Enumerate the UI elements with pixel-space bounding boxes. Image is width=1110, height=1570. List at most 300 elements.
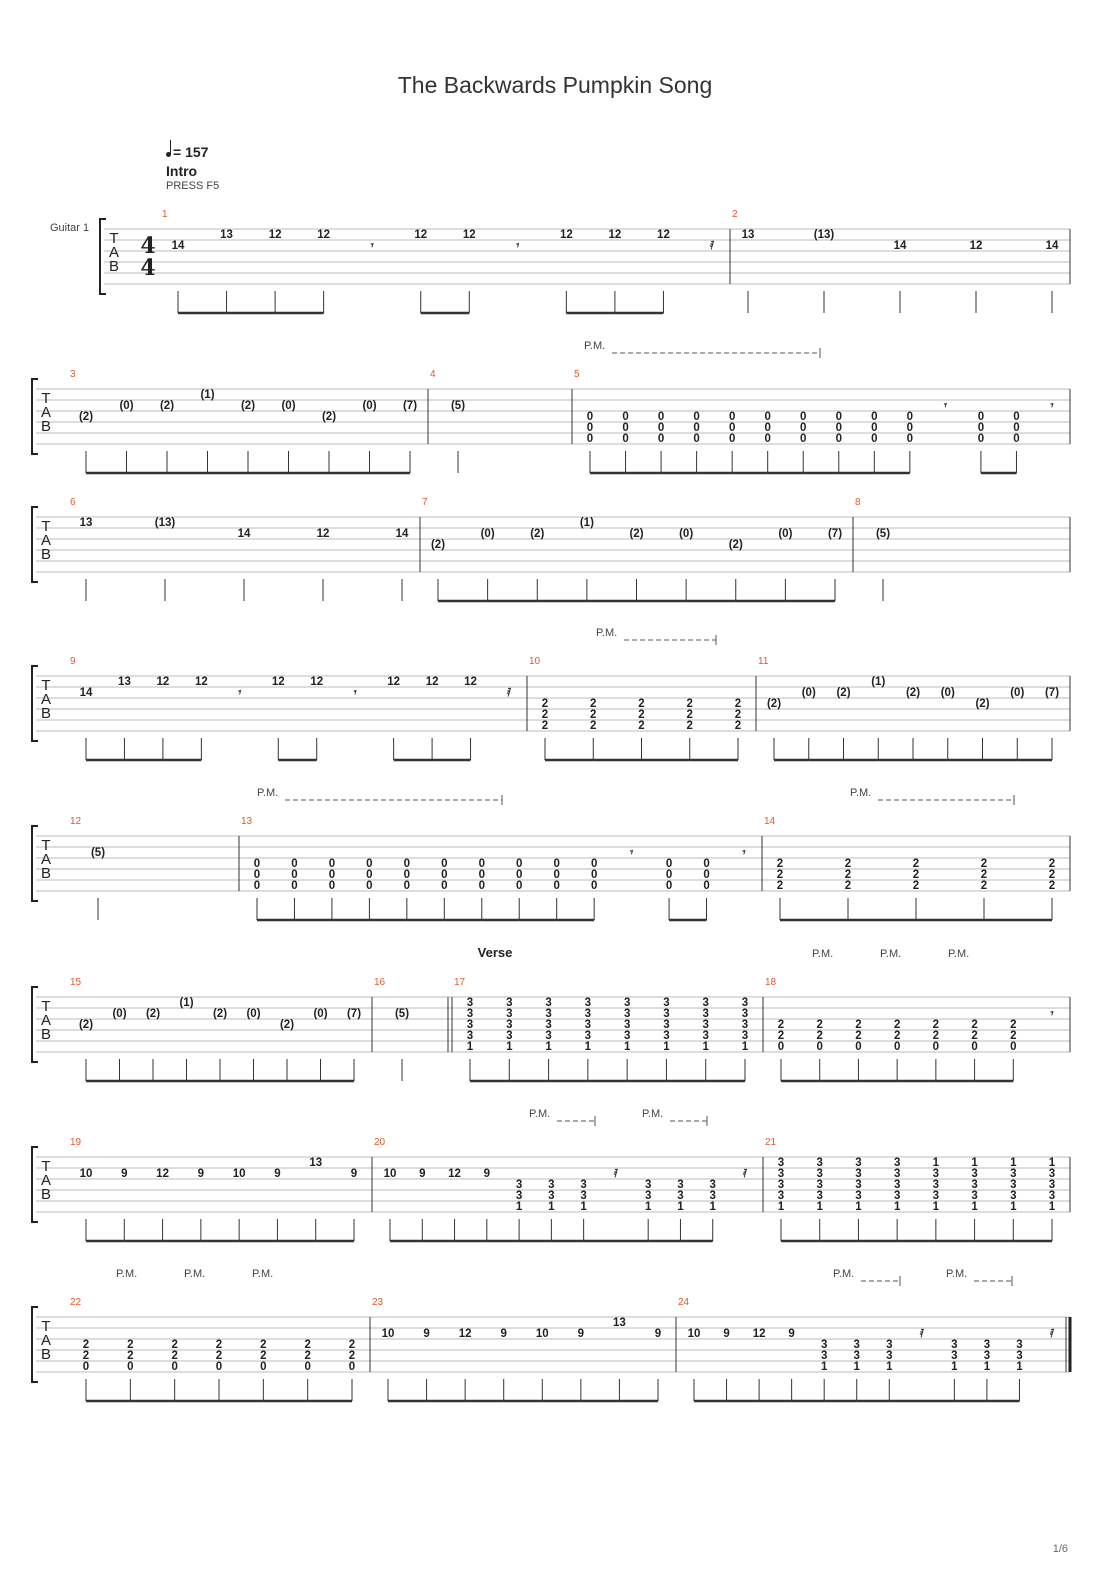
track-name: Guitar 1 xyxy=(50,222,90,234)
measure-number: 3 xyxy=(70,369,76,380)
chord-fret-number: 0 xyxy=(764,411,771,423)
time-signature-bottom: 4 xyxy=(140,255,156,281)
chord-fret-number: 0 xyxy=(932,1041,940,1053)
chord-fret-number: 3 xyxy=(816,1157,823,1169)
chord-fret-number: 3 xyxy=(702,1030,709,1042)
chord-fret-number: 3 xyxy=(886,1339,893,1351)
chord-fret-number: 0 xyxy=(906,411,914,423)
chord-fret-number: 0 xyxy=(893,1041,901,1053)
chord-fret-number: 3 xyxy=(466,997,474,1009)
fret-number: 9 xyxy=(723,1328,730,1340)
fret-number: (7) xyxy=(827,528,843,540)
fret-number: 9 xyxy=(577,1328,585,1340)
chord-fret-number: 2 xyxy=(971,1019,978,1031)
fret-number: 12 xyxy=(271,676,285,688)
chord-fret-number: 3 xyxy=(893,1157,901,1169)
system-bracket xyxy=(32,507,38,582)
fret-number: (2) xyxy=(321,411,337,423)
rest-symbol: 𝄾 xyxy=(1050,1008,1054,1020)
chord-fret-number: 1 xyxy=(983,1361,991,1373)
fret-number: (2) xyxy=(212,1008,228,1020)
chord-fret-number: 0 xyxy=(657,411,665,423)
chord-fret-number: 3 xyxy=(506,997,513,1009)
chord-fret-number: 2 xyxy=(844,858,852,870)
chord-fret-number: 1 xyxy=(466,1041,474,1053)
chord-fret-number: 1 xyxy=(545,1041,552,1053)
system-bracket xyxy=(100,219,106,294)
fret-number: (1) xyxy=(179,997,194,1009)
fret-number: (2) xyxy=(530,528,545,540)
palm-mute-label: P.M. xyxy=(257,787,279,799)
fret-number: 9 xyxy=(419,1168,426,1180)
chord-fret-number: 2 xyxy=(1048,869,1056,881)
measure-number: 21 xyxy=(765,1137,777,1148)
fret-number: 12 xyxy=(448,1168,461,1180)
chord-fret-number: 3 xyxy=(777,1190,785,1202)
chord-fret-number: 0 xyxy=(441,858,448,870)
fret-number: 12 xyxy=(425,676,439,688)
tab-clef-letter: T xyxy=(41,998,51,1015)
fret-number: 12 xyxy=(608,229,622,241)
palm-mute-label: P.M. xyxy=(833,1268,855,1280)
rest-symbol: 𝅀 xyxy=(613,1168,619,1180)
fret-number: 9 xyxy=(423,1328,430,1340)
chord-fret-number: 0 xyxy=(665,869,673,881)
chord-fret-number: 0 xyxy=(800,411,807,423)
chord-fret-number: 0 xyxy=(366,869,373,881)
chord-fret-number: 0 xyxy=(478,880,485,892)
fret-number: 13 xyxy=(741,229,755,241)
chord-fret-number: 3 xyxy=(853,1339,860,1351)
chord-fret-number: 0 xyxy=(728,411,736,423)
rest-symbol: 𝅀 xyxy=(919,1328,924,1340)
chord-fret-number: 0 xyxy=(291,869,298,881)
chord-fret-number: 0 xyxy=(478,869,485,881)
fret-number: 12 xyxy=(317,229,331,241)
fret-number: (0) xyxy=(362,400,377,412)
fret-number: 10 xyxy=(79,1168,93,1180)
chord-fret-number: 3 xyxy=(623,1019,631,1031)
fret-number: (2) xyxy=(766,698,782,710)
chord-fret-number: 2 xyxy=(776,880,784,892)
chord-fret-number: 2 xyxy=(348,1350,356,1362)
fret-number: (13) xyxy=(154,517,176,529)
chord-fret-number: 0 xyxy=(835,422,842,434)
fret-number: (2) xyxy=(905,687,921,699)
chord-fret-number: 0 xyxy=(590,869,598,881)
fret-number: (2) xyxy=(430,539,446,551)
chord-fret-number: 2 xyxy=(590,709,597,721)
chord-fret-number: 0 xyxy=(253,880,261,892)
chord-fret-number: 0 xyxy=(728,433,736,445)
chord-fret-number: 2 xyxy=(541,720,549,732)
section-intro-label: Intro xyxy=(166,163,198,179)
chord-fret-number: 2 xyxy=(127,1350,134,1362)
chord-fret-number: 1 xyxy=(820,1361,828,1373)
palm-mute-label: P.M. xyxy=(642,1108,664,1120)
fret-number: (2) xyxy=(78,1019,94,1031)
system-bracket xyxy=(32,987,38,1062)
chord-fret-number: 3 xyxy=(644,1179,652,1191)
chord-fret-number: 2 xyxy=(590,720,597,732)
chord-fret-number: 3 xyxy=(580,1190,587,1202)
rest-symbol: 𝄾 xyxy=(516,240,520,252)
fret-number: (1) xyxy=(200,389,215,401)
chord-fret-number: 3 xyxy=(777,1157,785,1169)
chord-fret-number: 3 xyxy=(663,997,670,1009)
chord-fret-number: 3 xyxy=(545,1008,552,1020)
chord-fret-number: 2 xyxy=(734,709,742,721)
chord-fret-number: 2 xyxy=(638,709,645,721)
fret-number: 12 xyxy=(268,229,282,241)
chord-fret-number: 0 xyxy=(1013,433,1020,445)
chord-fret-number: 0 xyxy=(906,422,914,434)
measure-number: 17 xyxy=(454,977,466,988)
chord-fret-number: 2 xyxy=(844,880,852,892)
tab-clef-letter: B xyxy=(40,546,52,563)
chord-fret-number: 3 xyxy=(1048,1190,1056,1202)
palm-mute-label: P.M. xyxy=(584,340,606,352)
fret-number: (0) xyxy=(679,528,694,540)
fret-number: (2) xyxy=(836,687,851,699)
chord-fret-number: 1 xyxy=(584,1041,592,1053)
chord-fret-number: 0 xyxy=(816,1041,823,1053)
time-signature-top: 4 xyxy=(140,233,156,259)
chord-fret-number: 3 xyxy=(853,1350,860,1362)
measure-number: 6 xyxy=(70,497,76,508)
chord-fret-number: 1 xyxy=(709,1201,716,1213)
rest-symbol: 𝄾 xyxy=(353,687,357,699)
chord-fret-number: 2 xyxy=(912,869,920,881)
chord-fret-number: 3 xyxy=(971,1168,978,1180)
chord-fret-number: 1 xyxy=(886,1361,893,1373)
chord-fret-number: 1 xyxy=(1010,1157,1017,1169)
chord-fret-number: 3 xyxy=(584,1030,592,1042)
fret-number: (2) xyxy=(728,539,743,551)
chord-fret-number: 1 xyxy=(971,1157,978,1169)
chord-fret-number: 3 xyxy=(584,997,592,1009)
chord-fret-number: 2 xyxy=(734,720,742,732)
chord-fret-number: 3 xyxy=(506,1030,513,1042)
palm-mute-label: P.M. xyxy=(948,948,970,960)
chord-fret-number: 0 xyxy=(800,433,807,445)
chord-fret-number: 0 xyxy=(516,880,523,892)
chord-fret-number: 2 xyxy=(893,1019,901,1031)
chord-fret-number: 1 xyxy=(853,1361,860,1373)
palm-mute-label: P.M. xyxy=(116,1268,138,1280)
chord-fret-number: 0 xyxy=(800,422,807,434)
chord-fret-number: 0 xyxy=(291,858,298,870)
chord-fret-number: 1 xyxy=(663,1041,670,1053)
chord-fret-number: 0 xyxy=(657,422,665,434)
chord-fret-number: 0 xyxy=(328,858,336,870)
tab-clef-letter: B xyxy=(40,1026,52,1043)
chord-fret-number: 2 xyxy=(777,1030,785,1042)
palm-mute-label: P.M. xyxy=(880,948,902,960)
chord-fret-number: 1 xyxy=(855,1201,862,1213)
chord-fret-number: 0 xyxy=(366,880,373,892)
chord-fret-number: 2 xyxy=(304,1350,311,1362)
chord-fret-number: 0 xyxy=(516,858,523,870)
chord-fret-number: 0 xyxy=(693,433,700,445)
chord-fret-number: 3 xyxy=(545,1030,552,1042)
chord-fret-number: 0 xyxy=(764,422,771,434)
chord-fret-number: 3 xyxy=(663,1019,670,1031)
chord-fret-number: 3 xyxy=(971,1190,978,1202)
chord-fret-number: 1 xyxy=(580,1201,587,1213)
chord-fret-number: 3 xyxy=(741,1008,749,1020)
measure-number: 16 xyxy=(374,977,386,988)
chord-fret-number: 3 xyxy=(816,1168,823,1180)
fret-number: (2) xyxy=(159,400,175,412)
chord-fret-number: 3 xyxy=(816,1190,823,1202)
chord-fret-number: 0 xyxy=(1013,411,1020,423)
chord-fret-number: 3 xyxy=(983,1339,991,1351)
chord-fret-number: 2 xyxy=(82,1339,90,1351)
fret-number: (0) xyxy=(313,1008,328,1020)
chord-fret-number: 3 xyxy=(663,1008,670,1020)
chord-fret-number: 0 xyxy=(590,858,598,870)
fret-number: (5) xyxy=(875,528,891,540)
fret-number: 12 xyxy=(559,229,573,241)
chord-fret-number: 0 xyxy=(835,433,842,445)
measure-number: 13 xyxy=(241,816,253,827)
fret-number: 12 xyxy=(464,676,477,688)
chord-fret-number: 0 xyxy=(703,880,710,892)
tab-clef-letter: A xyxy=(108,244,120,261)
measure-number: 18 xyxy=(765,977,777,988)
chord-fret-number: 1 xyxy=(702,1041,709,1053)
chord-fret-number: 0 xyxy=(1010,1041,1017,1053)
fret-number: (2) xyxy=(240,400,256,412)
fret-number: (0) xyxy=(480,528,495,540)
tempo-value: = 157 xyxy=(173,144,209,160)
chord-fret-number: 2 xyxy=(260,1339,267,1351)
chord-fret-number: 1 xyxy=(777,1201,785,1213)
chord-fret-number: 0 xyxy=(328,869,336,881)
tab-clef-letter: A xyxy=(40,1012,52,1029)
chord-fret-number: 0 xyxy=(622,411,629,423)
chord-fret-number: 0 xyxy=(553,880,560,892)
chord-fret-number: 0 xyxy=(253,858,261,870)
chord-fret-number: 1 xyxy=(932,1157,940,1169)
chord-fret-number: 0 xyxy=(693,422,700,434)
measure-number: 4 xyxy=(430,369,436,380)
section-verse-label: Verse xyxy=(477,945,513,960)
chord-fret-number: 3 xyxy=(709,1190,716,1202)
tab-clef-letter: T xyxy=(41,837,51,854)
chord-fret-number: 2 xyxy=(776,858,784,870)
chord-fret-number: 2 xyxy=(893,1030,901,1042)
chord-fret-number: 3 xyxy=(820,1350,828,1362)
fret-number: 14 xyxy=(171,240,185,252)
chord-fret-number: 0 xyxy=(328,880,336,892)
fret-number: (7) xyxy=(346,1008,362,1020)
chord-fret-number: 2 xyxy=(686,720,693,732)
chord-fret-number: 3 xyxy=(702,1019,709,1031)
fret-number: (2) xyxy=(975,698,990,710)
fret-number: 9 xyxy=(121,1168,128,1180)
press-note: PRESS F5 xyxy=(166,180,220,192)
fret-number: (13) xyxy=(813,229,835,241)
chord-fret-number: 3 xyxy=(855,1157,862,1169)
rest-symbol: 𝅀 xyxy=(1049,1328,1055,1340)
chord-fret-number: 3 xyxy=(623,1030,631,1042)
measure-number: 9 xyxy=(70,656,76,667)
chord-fret-number: 3 xyxy=(506,1019,513,1031)
measure-number: 2 xyxy=(732,209,738,220)
tab-clef-letter: T xyxy=(41,1318,51,1335)
chord-fret-number: 3 xyxy=(932,1190,940,1202)
chord-fret-number: 0 xyxy=(855,1041,862,1053)
tab-clef-letter: A xyxy=(40,532,52,549)
chord-fret-number: 3 xyxy=(1048,1168,1056,1180)
chord-fret-number: 0 xyxy=(1013,422,1020,434)
chord-fret-number: 2 xyxy=(980,858,988,870)
chord-fret-number: 3 xyxy=(855,1179,862,1191)
fret-number: 9 xyxy=(483,1168,491,1180)
chord-fret-number: 1 xyxy=(515,1201,523,1213)
chord-fret-number: 0 xyxy=(693,411,700,423)
fret-number: (0) xyxy=(112,1008,127,1020)
chord-fret-number: 2 xyxy=(686,698,693,710)
fret-number: (0) xyxy=(1010,687,1025,699)
chord-fret-number: 0 xyxy=(871,422,878,434)
fret-number: (0) xyxy=(801,687,816,699)
measure-number: 14 xyxy=(764,816,776,827)
chord-fret-number: 2 xyxy=(686,709,693,721)
chord-fret-number: 1 xyxy=(548,1201,555,1213)
chord-fret-number: 2 xyxy=(541,698,549,710)
chord-fret-number: 2 xyxy=(816,1030,823,1042)
fret-number: (5) xyxy=(394,1008,410,1020)
chord-fret-number: 2 xyxy=(932,1030,940,1042)
chord-fret-number: 0 xyxy=(586,422,594,434)
chord-fret-number: 2 xyxy=(816,1019,823,1031)
system-bracket xyxy=(32,1307,38,1382)
fret-number: 9 xyxy=(197,1168,205,1180)
chord-fret-number: 0 xyxy=(348,1361,356,1373)
measure-number: 19 xyxy=(70,1137,82,1148)
fret-number: (1) xyxy=(871,676,886,688)
chord-fret-number: 3 xyxy=(1048,1179,1056,1191)
chord-fret-number: 3 xyxy=(623,1008,631,1020)
fret-number: 9 xyxy=(788,1328,795,1340)
chord-fret-number: 2 xyxy=(855,1030,862,1042)
chord-fret-number: 0 xyxy=(253,869,261,881)
chord-fret-number: 3 xyxy=(932,1179,940,1191)
chord-fret-number: 0 xyxy=(906,433,914,445)
fret-number: (1) xyxy=(579,517,594,529)
fret-number: (2) xyxy=(279,1019,295,1031)
chord-fret-number: 2 xyxy=(215,1339,223,1351)
palm-mute-label: P.M. xyxy=(252,1268,274,1280)
chord-fret-number: 0 xyxy=(127,1361,134,1373)
fret-number: (0) xyxy=(246,1008,261,1020)
chord-fret-number: 0 xyxy=(764,433,771,445)
chord-fret-number: 0 xyxy=(516,869,523,881)
fret-number: 13 xyxy=(118,676,131,688)
chord-fret-number: 1 xyxy=(623,1041,631,1053)
fret-number: 14 xyxy=(395,528,409,540)
chord-fret-number: 2 xyxy=(215,1350,223,1362)
chord-fret-number: 0 xyxy=(553,858,560,870)
palm-mute-label: P.M. xyxy=(596,627,618,639)
chord-fret-number: 1 xyxy=(506,1041,513,1053)
fret-number: (0) xyxy=(119,400,134,412)
chord-fret-number: 3 xyxy=(663,1030,670,1042)
rest-symbol: 𝄾 xyxy=(742,847,746,859)
rest-symbol: 𝄾 xyxy=(943,400,947,412)
chord-fret-number: 2 xyxy=(638,720,645,732)
chord-fret-number: 2 xyxy=(776,869,784,881)
chord-fret-number: 3 xyxy=(951,1350,958,1362)
rest-symbol: 𝄾 xyxy=(630,847,634,859)
chord-fret-number: 0 xyxy=(215,1361,223,1373)
chord-fret-number: 3 xyxy=(580,1179,587,1191)
chord-fret-number: 3 xyxy=(515,1190,523,1202)
chord-fret-number: 3 xyxy=(971,1179,978,1191)
chord-fret-number: 3 xyxy=(893,1179,901,1191)
chord-fret-number: 0 xyxy=(977,433,985,445)
chord-fret-number: 1 xyxy=(1016,1361,1023,1373)
fret-number: 13 xyxy=(220,229,233,241)
chord-fret-number: 2 xyxy=(82,1350,90,1362)
chord-fret-number: 3 xyxy=(623,997,631,1009)
chord-fret-number: 2 xyxy=(1048,858,1056,870)
chord-fret-number: 3 xyxy=(506,1008,513,1020)
chord-fret-number: 0 xyxy=(403,880,411,892)
fret-number: 12 xyxy=(316,528,330,540)
measure-number: 11 xyxy=(758,656,769,667)
chord-fret-number: 3 xyxy=(466,1019,474,1031)
chord-fret-number: 0 xyxy=(703,858,710,870)
tab-clef-letter: B xyxy=(40,1186,52,1203)
chord-fret-number: 0 xyxy=(777,1041,785,1053)
chord-fret-number: 0 xyxy=(403,869,411,881)
palm-mute-label: P.M. xyxy=(529,1108,551,1120)
palm-mute-label: P.M. xyxy=(812,948,834,960)
fret-number: (0) xyxy=(281,400,296,412)
chord-fret-number: 2 xyxy=(777,1019,785,1031)
chord-fret-number: 0 xyxy=(728,422,736,434)
fret-number: 12 xyxy=(969,240,983,252)
chord-fret-number: 3 xyxy=(584,1019,592,1031)
chord-fret-number: 1 xyxy=(1010,1201,1017,1213)
chord-fret-number: 3 xyxy=(702,997,709,1009)
chord-fret-number: 0 xyxy=(665,880,673,892)
chord-fret-number: 3 xyxy=(584,1008,592,1020)
chord-fret-number: 0 xyxy=(441,869,448,881)
chord-fret-number: 1 xyxy=(1048,1201,1056,1213)
chord-fret-number: 1 xyxy=(644,1201,652,1213)
chord-fret-number: 0 xyxy=(553,869,560,881)
fret-number: 12 xyxy=(156,1168,169,1180)
fret-number: 14 xyxy=(237,528,251,540)
measure-number: 12 xyxy=(70,816,82,827)
chord-fret-number: 3 xyxy=(855,1168,862,1180)
chord-fret-number: 1 xyxy=(951,1361,958,1373)
rest-symbol: 𝄾 xyxy=(370,240,374,252)
tab-clef-letter: T xyxy=(41,518,51,535)
rest-symbol: 𝅀 xyxy=(742,1168,748,1180)
chord-fret-number: 2 xyxy=(304,1339,311,1351)
chord-fret-number: 0 xyxy=(586,411,594,423)
rest-symbol: 𝅀 xyxy=(506,687,512,699)
chord-fret-number: 2 xyxy=(260,1350,267,1362)
chord-fret-number: 2 xyxy=(171,1339,178,1351)
chord-fret-number: 3 xyxy=(932,1168,940,1180)
